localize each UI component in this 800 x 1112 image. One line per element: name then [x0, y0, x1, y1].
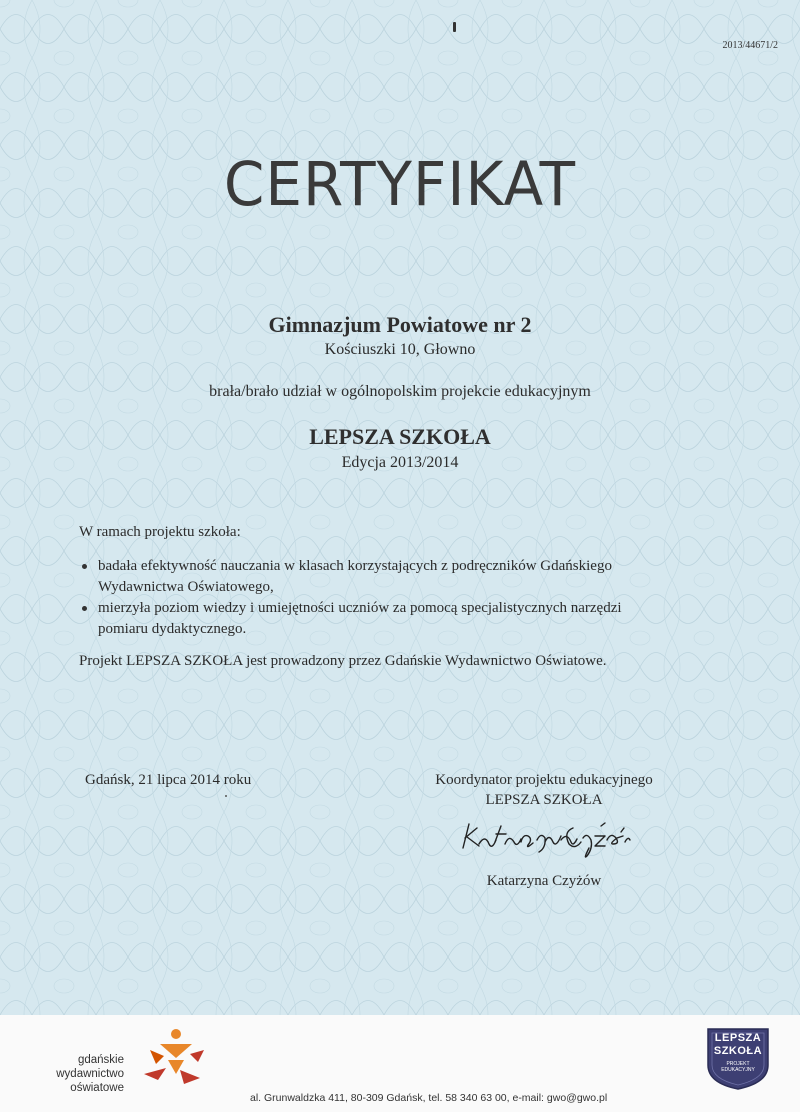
place-and-date: Gdańsk, 21 lipca 2014 roku: [85, 772, 252, 788]
paper-speck: [453, 22, 456, 32]
publisher-name-line: oświatowe: [70, 1082, 124, 1094]
signer-name: Katarzyna Czyżów: [486, 873, 602, 889]
coordinator-project: LEPSZA SZKOŁA: [485, 792, 603, 808]
badge-text-line: PROJEKT: [726, 1061, 750, 1067]
handwritten-signature: [455, 812, 635, 864]
document-number: 2013/44671/2: [722, 40, 778, 51]
project-edition: Edycja 2013/2014: [341, 454, 459, 471]
participation-statement: brała/brało udział w ogólnopolskim projekcie edukacyjnym: [209, 383, 591, 400]
badge-text-line: LEPSZA: [714, 1032, 762, 1044]
organizer-note: Projekt LEPSZA SZKOŁA jest prowadzony przez Gdańskie Wydawnictwo Oświatowe.: [79, 653, 607, 669]
list-item-line: mierzyła poziom wiedzy i umiejętności uczniów za pomocą specjalistycznych narzędzi: [98, 600, 622, 616]
publisher-logo-icon: [140, 1028, 210, 1088]
list-item: [79, 598, 719, 640]
publisher-name: [30, 1053, 124, 1095]
publisher-name-line: gdańskie: [77, 1054, 124, 1066]
certificate-title: CERTYFIKAT: [223, 148, 577, 220]
activities-intro: W ramach projektu szkoła:: [79, 524, 241, 540]
list-item: [79, 556, 719, 598]
list-item-line: badała efektywność nauczania w klasach korzystających z podręczników Gdańskiego: [98, 558, 612, 574]
publisher-name-line: wydawnictwo: [56, 1068, 124, 1080]
badge-text-line: SZKOŁA: [713, 1045, 763, 1057]
school-name: Gimnazjum Powiatowe nr 2: [268, 312, 532, 337]
list-item-line: Wydawnictwa Oświatowego,: [98, 579, 274, 595]
activities-list: [79, 556, 719, 640]
badge-text-line: EDUKACYJNY: [721, 1067, 755, 1073]
school-address: Kościuszki 10, Głowno: [324, 341, 476, 358]
list-item-line: pomiaru dydaktycznego.: [98, 621, 247, 637]
coordinator-title: Koordynator projektu edukacyjnego: [435, 772, 653, 788]
publisher-address: al. Grunwaldzka 411, 80-309 Gdańsk, tel. 58 340 63 00, e-mail: gwo@gwo.pl: [250, 1092, 608, 1104]
project-name: LEPSZA SZKOŁA: [309, 424, 491, 449]
paper-speck: [225, 795, 227, 797]
